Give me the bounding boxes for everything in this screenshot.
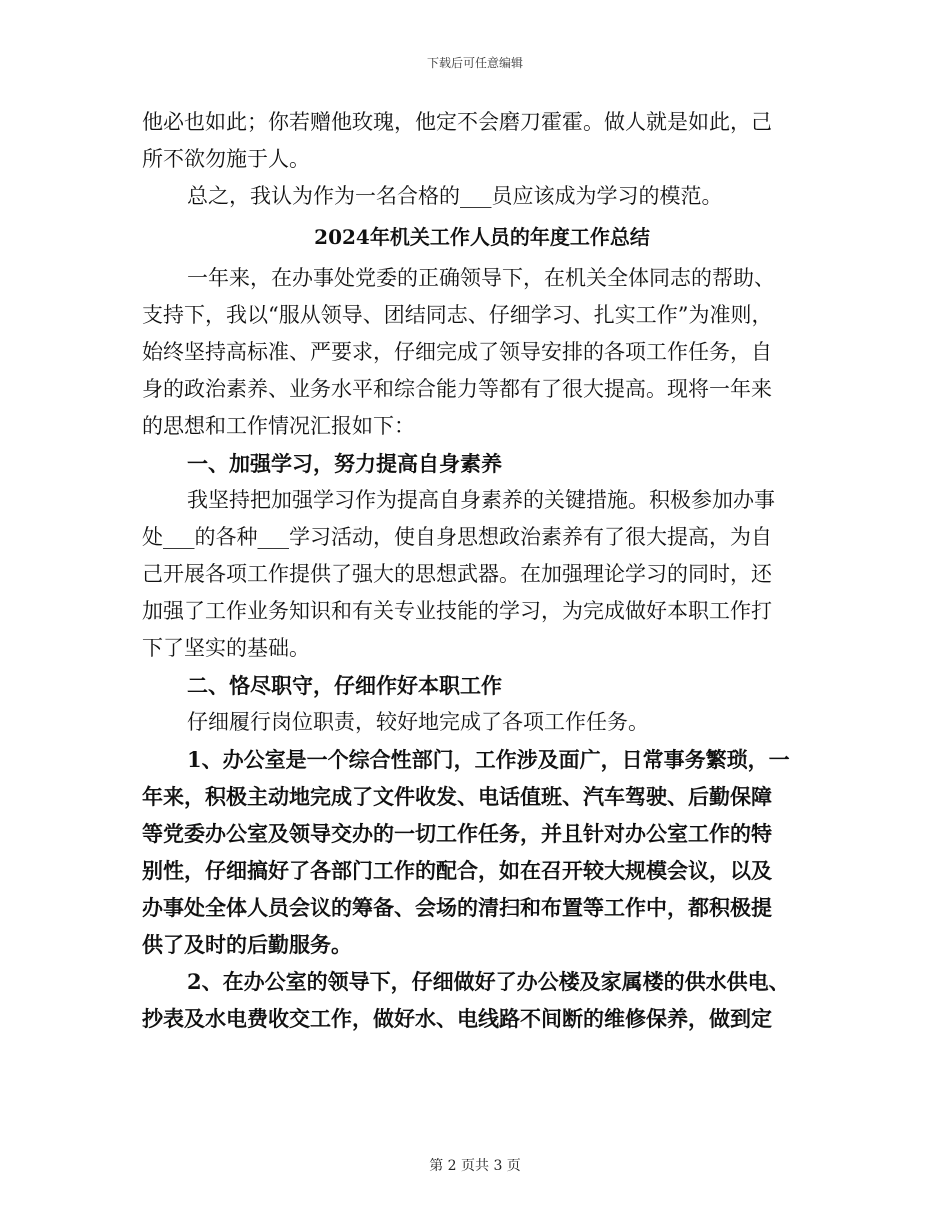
paragraph-line: 支持下，我以“服从领导、团结同志、仔细学习、扎实工作”为准则，	[142, 303, 773, 327]
paragraph-line: 他必也如此；你若赠他玫瑰，他定不会磨刀霍霍。做人就是如此，己	[142, 110, 772, 134]
paragraph-line: 己开展各项工作提供了强大的思想武器。在加强理论学习的同时，还	[142, 562, 772, 586]
paragraph-line: 下了坚实的基础。	[142, 636, 310, 660]
paragraph-line: 加强了工作业务知识和有关专业技能的学习，为完成做好本职工作打	[142, 599, 772, 623]
paragraph-line: 2、在办公室的领导下，仔细做好了办公楼及家属楼的供水供电、	[187, 969, 790, 994]
paragraph-line: 一年来，在办事处党委的正确领导下，在机关全体同志的帮助、	[187, 266, 775, 290]
paragraph-line: 总之，我认为作为一名合格的___员应该成为学习的模范。	[187, 184, 723, 208]
paragraph-line: 仔细履行岗位职责，较好地完成了各项工作任务。	[187, 710, 649, 734]
document-title: 2024年机关工作人员的年度工作总结	[314, 225, 650, 249]
paragraph-line: 的思想和工作情况汇报如下：	[142, 414, 415, 438]
paragraph-line: 1、办公室是一个综合性部门，工作涉及面广，日常事务繁琐，一	[187, 747, 790, 772]
page-number: 第 2 页共 3 页	[429, 1158, 521, 1174]
paragraph-line: 所不欲勿施于人。	[142, 147, 310, 171]
paragraph-line: 身的政治素养、业务水平和综合能力等都有了很大提高。现将一年来	[142, 377, 772, 401]
section-heading: 二、恪尽职守，仔细作好本职工作	[187, 673, 502, 698]
paragraph-line: 抄表及水电费收交工作，做好水、电线路不间断的维修保养，做到定	[142, 1006, 772, 1031]
paragraph-line: 处___的各种___学习活动，使自身思想政治素养有了很大提高，为自	[142, 525, 772, 549]
paragraph-line: 始终坚持高标准、严要求，仔细完成了领导安排的各项工作任务，自	[142, 340, 772, 364]
paragraph-line: 等党委办公室及领导交办的一切工作任务，并且针对办公室工作的特	[142, 821, 772, 846]
page-header: 下载后可任意编辑	[426, 56, 523, 70]
paragraph-line: 办事处全体人员会议的筹备、会场的清扫和布置等工作中，都积极提	[142, 895, 772, 920]
section-heading: 一、加强学习，努力提高自身素养	[187, 451, 502, 476]
paragraph-line: 供了及时的后勤服务。	[142, 932, 352, 957]
paragraph-line: 年来，积极主动地完成了文件收发、电话值班、汽车驾驶、后勤保障	[142, 784, 772, 809]
paragraph-line: 别性，仔细搞好了各部门工作的配合，如在召开较大规模会议，以及	[142, 858, 772, 883]
document-body	[142, 104, 822, 1037]
paragraph-line: 我坚持把加强学习作为提高自身素养的关键措施。积极参加办事	[187, 488, 775, 512]
